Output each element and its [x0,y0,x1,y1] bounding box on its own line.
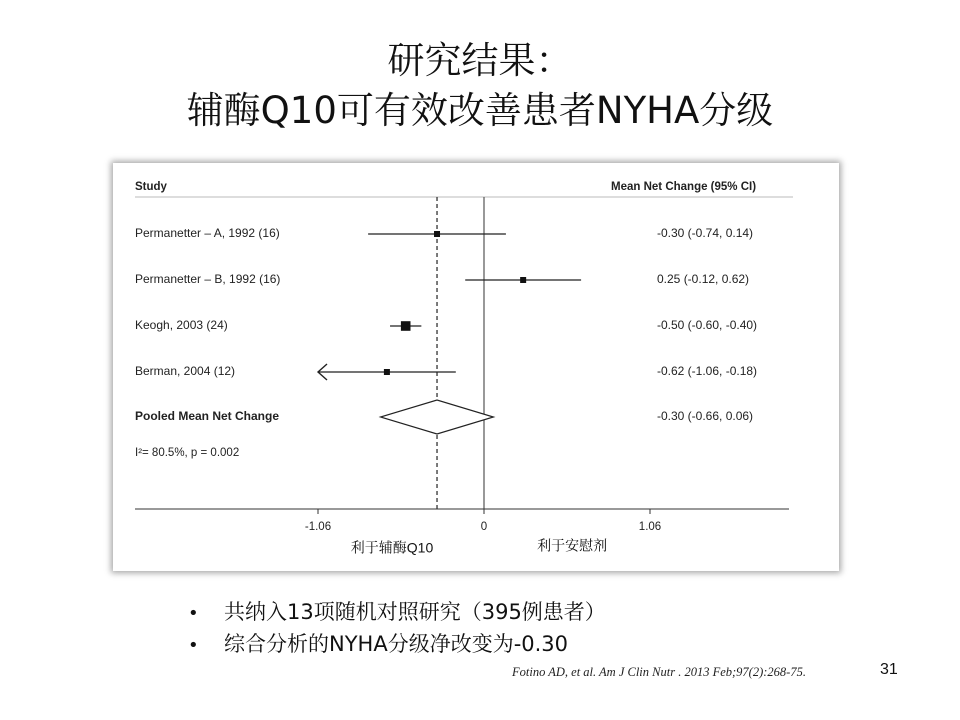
study-ci-text: -0.62 (-1.06, -0.18) [657,364,758,379]
bullet-dot-icon: • [188,635,199,656]
page-number: 31 [880,661,898,678]
study-label: Keogh, 2003 (24) [135,318,228,333]
pooled-ci-text: -0.30 (-0.66, 0.06) [657,409,754,424]
header-study: Study [135,181,167,194]
x-tick-label: 0 [480,521,488,534]
bullet-list [188,596,808,660]
point-estimate [434,231,440,237]
forest-plot [113,163,839,571]
favors-left-label: 利于辅酶Q10 [350,539,434,556]
bullet-text: 共纳入13项随机对照研究（395例患者） [224,600,606,624]
slide-title-line1: 研究结果： [387,39,573,82]
study-label: Permanetter – A, 1992 (16) [135,226,280,241]
slide-title-line2: 辅酶Q10可有效改善患者NYHA分级 [186,89,774,132]
pooled-label: Pooled Mean Net Change [135,409,280,424]
x-tick-label: -1.06 [304,521,332,534]
pooled-diamond [381,400,494,434]
favors-right-label: 利于安慰剂 [537,537,608,554]
study-ci-text: -0.50 (-0.60, -0.40) [657,318,758,333]
x-tick-label: 1.06 [638,521,662,534]
header-mean-net-change: Mean Net Change (95% CI) [611,181,757,194]
study-ci-text: 0.25 (-0.12, 0.62) [657,272,750,287]
heterogeneity-text: I²= 80.5%, p = 0.002 [135,447,240,460]
bullet-text: 综合分析的NYHA分级净改变为-0.30 [224,632,569,656]
citation: Fotino AD, et al. Am J Clin Nutr . 2013 Feb;97(2):268-75. [512,665,806,679]
point-estimate [384,369,390,375]
point-estimate [520,277,526,283]
bullet-item [188,596,808,628]
study-label: Permanetter – B, 1992 (16) [135,272,281,287]
point-estimate [401,321,411,331]
forest-plot-figure [113,163,839,571]
bullet-dot-icon: • [188,603,199,624]
bullet-item [188,628,808,660]
study-label: Berman, 2004 (12) [135,364,236,379]
study-ci-text: -0.30 (-0.74, 0.14) [657,226,754,241]
